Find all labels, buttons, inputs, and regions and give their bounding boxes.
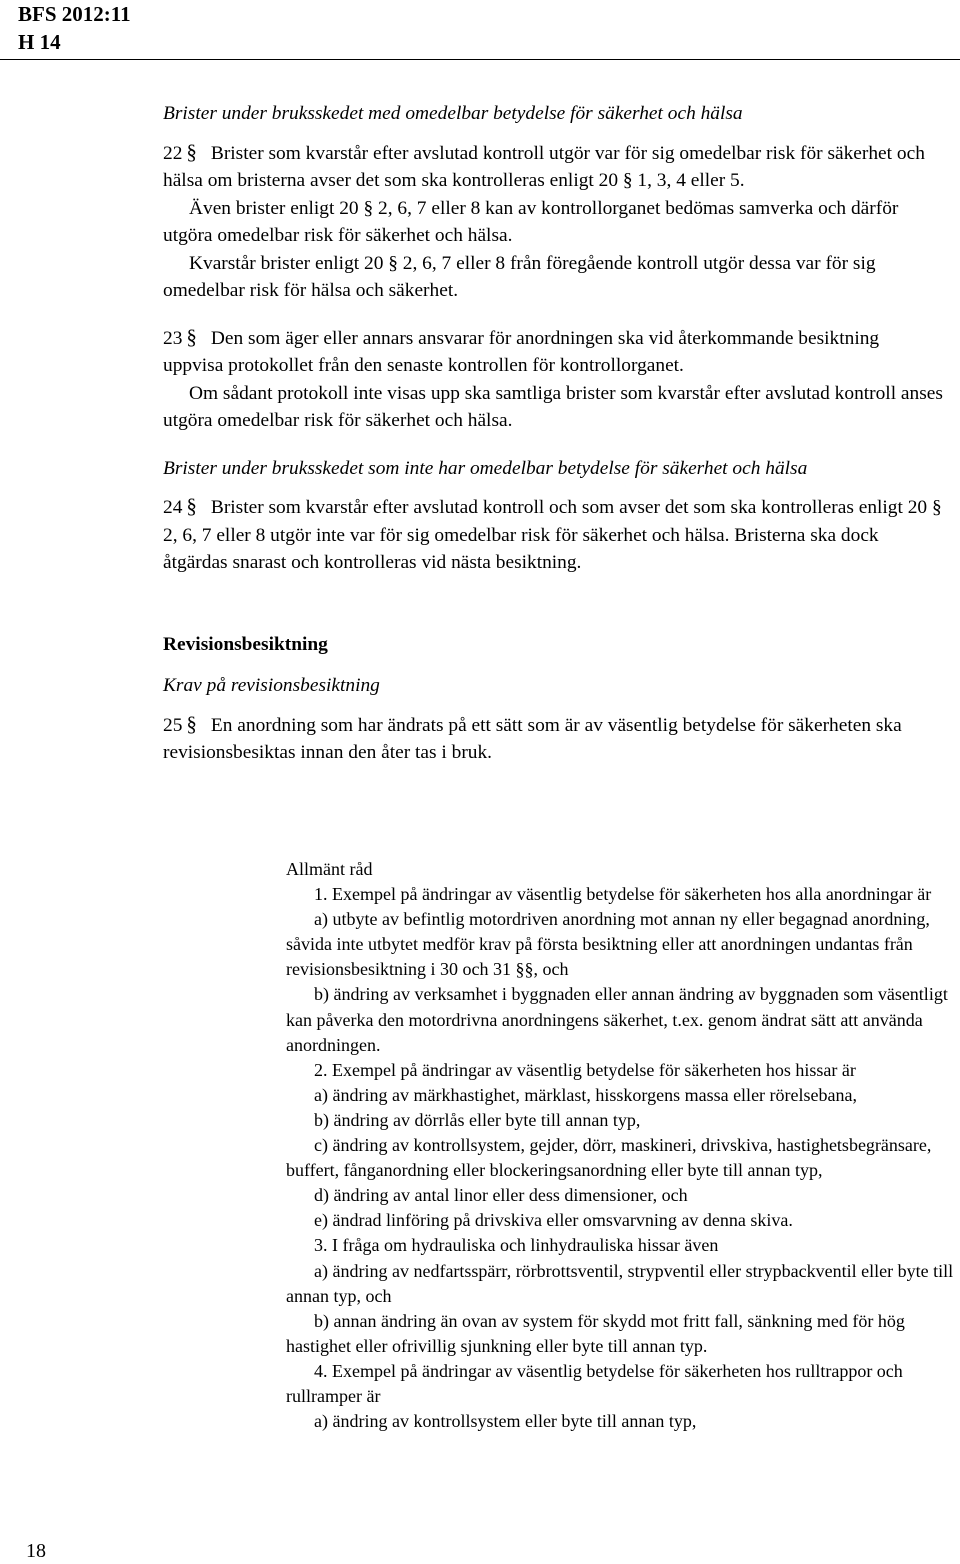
- advice-item: a) utbyte av befintlig motordriven anordning mot annan ny eller begagnad anordning, såvida inte utbytet medför krav på första besiktning eller att anordningen undantas från revisionsbesiktning i 30 och 31 §§, och: [286, 909, 930, 980]
- paragraph-text: Den som äger eller annars ansvarar för anordningen ska vid återkommande besiktning uppvisa protokollet från den senaste kontrollen för kontrollorganet.: [163, 327, 880, 376]
- paragraph-22: [163, 140, 943, 195]
- paragraph-number: 24: [163, 497, 183, 518]
- paragraph-23-part-2: Om sådant protokoll inte visas upp ska samtliga brister som kvarstår efter avslutad kontroll anses utgöra omedelbar risk för säkerhet och hälsa.: [163, 382, 943, 431]
- paragraph-number: 25: [163, 714, 183, 736]
- advice-item: b) ändring av verksamhet i byggnaden eller annan ändring av byggnaden som väsentligt kan påverka den motordrivna anordningens säkerhet, t.ex. genom ändrat sätt att använda anordningen.: [286, 984, 948, 1055]
- paragraph-sign: §: [186, 494, 197, 518]
- advice-item: 4. Exempel på ändringar av väsentlig betydelse för säkerheten hos rulltrappor och rullramper är: [286, 1360, 903, 1406]
- document-body: [163, 100, 943, 767]
- paragraph-text: Brister som kvarstår efter avslutad kontroll utgör var för sig omedelbar risk för säkerhet och hälsa om bristerna avser det som ska kontrolleras enligt 20 § 1, 3, 4 eller 5.: [163, 142, 925, 191]
- section-subheading-krav: Krav på revisionsbesiktning: [163, 675, 380, 696]
- advice-item: 3. I fråga om hydrauliska och linhydrauliska hissar även: [314, 1235, 719, 1256]
- header-divider: [0, 59, 960, 60]
- advice-item: a) ändring av märkhastighet, märklast, hisskorgens massa eller rörelsebana,: [314, 1084, 857, 1105]
- document-header: [18, 0, 131, 56]
- advice-item: e) ändrad linföring på drivskiva eller omsvarvning av denna skiva.: [314, 1210, 793, 1231]
- paragraph-sign: §: [186, 139, 197, 164]
- paragraph-sign: §: [186, 324, 197, 349]
- general-advice-title: Allmänt råd: [286, 859, 373, 879]
- advice-item: a) ändring av kontrollsystem eller byte till annan typ,: [314, 1411, 697, 1432]
- paragraph-number: 23: [163, 327, 183, 349]
- advice-item: b) annan ändring än ovan av system för skydd mot fritt fall, sänkning med för hög hastighet eller ofrivillig sjunkning eller byte till annan typ.: [286, 1310, 905, 1356]
- section-heading-revisionsbesiktning: Revisionsbesiktning: [163, 633, 328, 655]
- paragraph-text: En anordning som har ändrats på ett sätt som är av väsentlig betydelse för säkerheten ska revisionsbesiktas innan den åter tas i bruk.: [163, 714, 902, 763]
- section-subheading-immediate-risk: Brister under bruksskedet med omedelbar betydelse för säkerhet och hälsa: [163, 103, 743, 124]
- advice-item: a) ändring av nedfartsspärr, rörbrottsventil, strypventil eller strypbackventil eller byte till annan typ, och: [286, 1260, 954, 1306]
- paragraph-23: [163, 325, 943, 380]
- paragraph-25: [163, 712, 943, 767]
- paragraph-24: [163, 494, 943, 577]
- paragraph-22-part-2: Även brister enligt 20 § 2, 6, 7 eller 8 kan av kontrollorganet bedömas samverka och därför utgöra omedelbar risk för säkerhet och hälsa.: [163, 197, 899, 246]
- paragraph-text: Brister som kvarstår efter avslutad kontroll och som avser det som ska kontrolleras enligt 20 § 2, 6, 7 eller 8 utgör inte var för sig omedelbar risk för säkerhet och hälsa. Bristerna ska dock åtgärdas snarast och kontrolleras vid nästa besiktning.: [163, 497, 942, 573]
- section-subheading-non-immediate-risk: Brister under bruksskedet som inte har omedelbar betydelse för säkerhet och hälsa: [163, 457, 808, 479]
- publication-code: BFS 2012:11: [18, 2, 131, 26]
- paragraph-sign: §: [186, 711, 197, 736]
- chapter-code: H 14: [18, 30, 61, 54]
- page-number: 18: [26, 1540, 46, 1562]
- general-advice-box: [286, 857, 954, 1434]
- paragraph-number: 22: [163, 142, 183, 164]
- paragraph-22-part-3: Kvarstår brister enligt 20 § 2, 6, 7 eller 8 från föregående kontroll utgör dessa var för sig omedelbar risk för hälsa och säkerhet.: [163, 252, 876, 301]
- advice-item: b) ändring av dörrlås eller byte till annan typ,: [314, 1109, 641, 1130]
- advice-item: d) ändring av antal linor eller dess dimensioner, och: [314, 1185, 688, 1206]
- advice-item: c) ändring av kontrollsystem, gejder, dörr, maskineri, drivskiva, hastighetsbegränsare, buffert, fånganordning eller blockeringsanordning eller byte till annan typ,: [286, 1135, 932, 1181]
- advice-item: 2. Exempel på ändringar av väsentlig betydelse för säkerheten hos hissar är: [314, 1059, 856, 1080]
- advice-item: 1. Exempel på ändringar av väsentlig betydelse för säkerheten hos alla anordningar är: [314, 884, 932, 905]
